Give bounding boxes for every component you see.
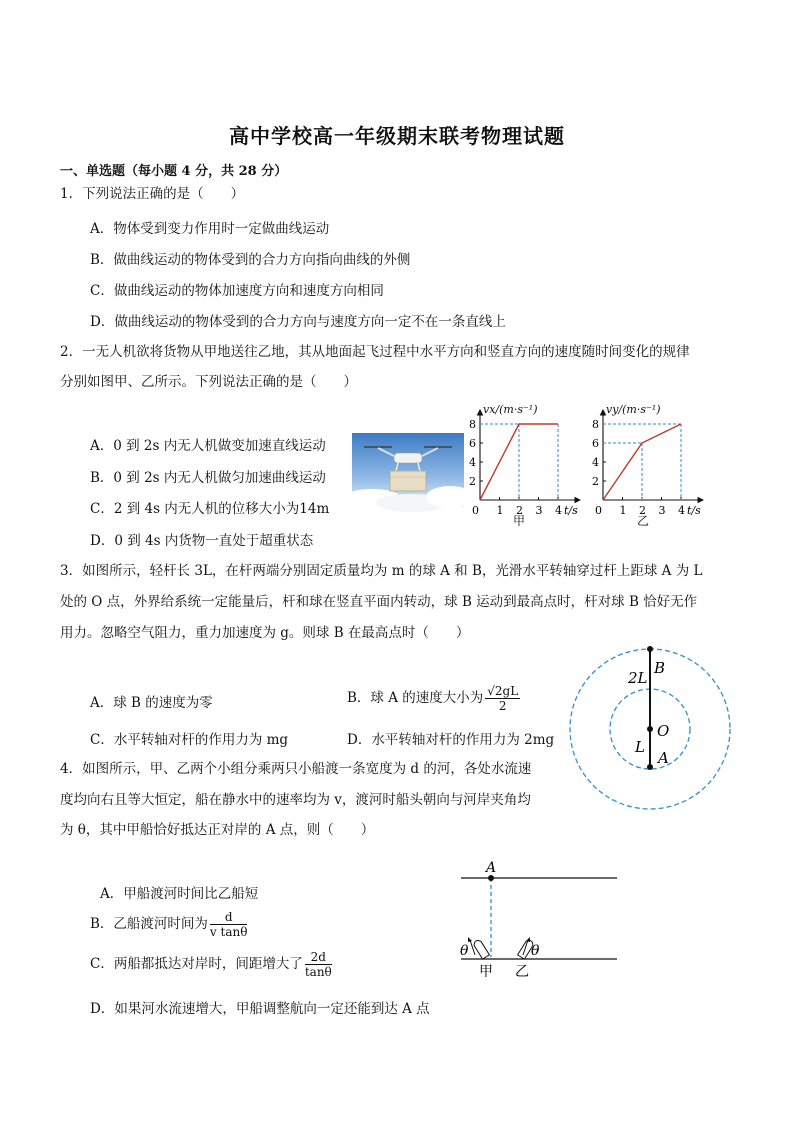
q2-option-b: B．0 到 2s 内无人机做匀加速曲线运动 xyxy=(90,470,326,486)
x-tick-label: 4 xyxy=(678,504,685,517)
q4-option-c xyxy=(90,950,334,979)
label-B: B xyxy=(654,659,666,677)
x-tick-label: 3 xyxy=(658,504,666,517)
y-tick-label: 2 xyxy=(469,475,476,488)
q4-stem-line3: 为 θ，其中甲船恰好抵达正对岸的 A 点，则（ ） xyxy=(60,822,375,838)
fraction-denominator: 2 xyxy=(498,699,507,713)
q1-option-d: D．做曲线运动的物体受到的合力方向与速度方向一定不在一条直线上 xyxy=(90,314,506,330)
fraction-numerator: √2gL xyxy=(487,684,519,698)
y-tick-label: 4 xyxy=(469,456,476,469)
q2-option-d: D．0 到 4s 内货物一直处于超重状态 xyxy=(90,533,314,549)
boat-yi-label: 乙 xyxy=(515,964,529,980)
q4-stem-line2: 度均向右且等大恒定，船在静水中的速率均为 v，渡河时船头朝向与河岸夹角均 xyxy=(60,792,531,808)
x-axis-label: t/s xyxy=(687,504,701,517)
x-tick-label: 0 xyxy=(595,504,602,517)
q1-option-a: A．物体受到变力作用时一定做曲线运动 xyxy=(90,221,330,237)
label-O: O xyxy=(657,722,670,740)
x-tick-label: 3 xyxy=(535,504,543,517)
page-title: 高中学校高一年级期末联考物理试题 xyxy=(229,124,565,148)
q3-option-a: A．球 B 的速度为零 xyxy=(90,695,213,711)
q2-option-c: C．2 到 4s 内无人机的位移大小为14m xyxy=(90,501,330,517)
q3-stem-line1: 3．如图所示，轻杆长 3L，在杆两端分别固定质量均为 m 的球 A 和 B，光滑水平转轴穿过杆上距球 A 为 L xyxy=(60,563,703,579)
x-axis-label: t/s xyxy=(564,504,578,517)
q4-option-d: D．如果河水流速增大，甲船调整航向一定还能到达 A 点 xyxy=(90,1001,430,1017)
q1-option-c: C．做曲线运动的物体加速度方向和速度方向相同 xyxy=(90,283,384,299)
boat-jia-label: 甲 xyxy=(479,964,493,980)
y-tick-label: 2 xyxy=(592,475,599,488)
graph-yi-caption: 乙 xyxy=(637,514,650,528)
q4-option-b-fraction xyxy=(210,910,248,939)
q3-option-c: C．水平转轴对杆的作用力为 mg xyxy=(90,732,289,748)
rotating-rod-figure xyxy=(580,635,730,805)
y-tick-label: 4 xyxy=(592,456,599,469)
q3-stem-line3: 用力。忽略空气阻力，重力加速度为 g。则球 B 在最高点时（ ） xyxy=(60,625,470,641)
q3-option-b-fraction xyxy=(485,684,520,713)
river-crossing-figure xyxy=(455,858,625,983)
label-A: A xyxy=(486,860,497,876)
label-A: A xyxy=(658,749,669,767)
theta-label-jia: θ xyxy=(460,943,469,959)
q2-stem-line2: 分别如图甲、乙所示。下列说法正确的是（ ） xyxy=(60,374,357,390)
x-tick-label: 1 xyxy=(619,504,627,517)
x-tick-label: 2 xyxy=(639,504,646,517)
y-tick-label: 8 xyxy=(469,418,476,431)
graph-yi-ylabel: vy/(m·s⁻¹) xyxy=(606,403,661,416)
velocity-graph-yi xyxy=(583,400,713,526)
q4-option-b-text: B．乙船渡河时间为 xyxy=(90,916,208,932)
fraction-numerator: 2d xyxy=(305,950,332,965)
q4-option-c-fraction xyxy=(305,950,332,979)
q2-stem-line1: 2．一无人机欲将货物从甲地送往乙地，其从地面起飞过程中水平方向和竖直方向的速度随时间变化的规律 xyxy=(60,344,690,360)
theta-label-yi: θ xyxy=(531,943,540,959)
q4-option-a: A．甲船渡河时间比乙船短 xyxy=(100,886,259,902)
x-tick-label: 2 xyxy=(516,504,523,517)
label-L: L xyxy=(635,738,645,756)
q3-option-d: D．水平转轴对杆的作用力为 2mg xyxy=(347,732,555,748)
q3-stem-line2: 处的 O 点，外界给系统一定能量后，杆和球在竖直平面内转动，球 B 运动到最高点时，杆对球 B 恰好无作 xyxy=(60,594,698,610)
graph-jia-ylabel: vx/(m·s⁻¹) xyxy=(483,403,538,416)
y-tick-label: 6 xyxy=(469,437,476,450)
x-tick-label: 4 xyxy=(555,504,562,517)
x-tick-label: 1 xyxy=(496,504,504,517)
q2-option-a: A．0 到 2s 内无人机做变加速直线运动 xyxy=(90,438,326,454)
drone-picture xyxy=(352,433,464,507)
fraction-denominator: tanθ xyxy=(304,965,332,979)
section-heading: 一、单选题（每小题 4 分，共 28 分） xyxy=(60,164,288,179)
y-tick-label: 8 xyxy=(592,418,599,431)
fraction-denominator: v tanθ xyxy=(209,925,248,939)
q1-stem: 1．下列说法正确的是（ ） xyxy=(60,186,245,202)
q3-option-b xyxy=(347,684,522,713)
q4-option-b xyxy=(90,910,249,939)
velocity-graph-jia xyxy=(460,400,590,526)
q4-option-c-text: C．两船都抵达对岸时，间距增大了 xyxy=(90,956,303,972)
label-2L: 2L xyxy=(628,669,648,687)
q1-option-b: B．做曲线运动的物体受到的合力方向指向曲线的外侧 xyxy=(90,252,411,268)
graph-jia-caption: 甲 xyxy=(513,514,526,528)
y-tick-label: 6 xyxy=(592,437,599,450)
q3-option-b-text: B．球 A 的速度大小为 xyxy=(347,690,484,706)
q4-stem-line1: 4．如图所示，甲、乙两个小组分乘两只小船渡一条宽度为 d 的河，各处水流速 xyxy=(60,761,532,777)
x-tick-label: 0 xyxy=(472,504,479,517)
fraction-numerator: d xyxy=(210,910,248,925)
